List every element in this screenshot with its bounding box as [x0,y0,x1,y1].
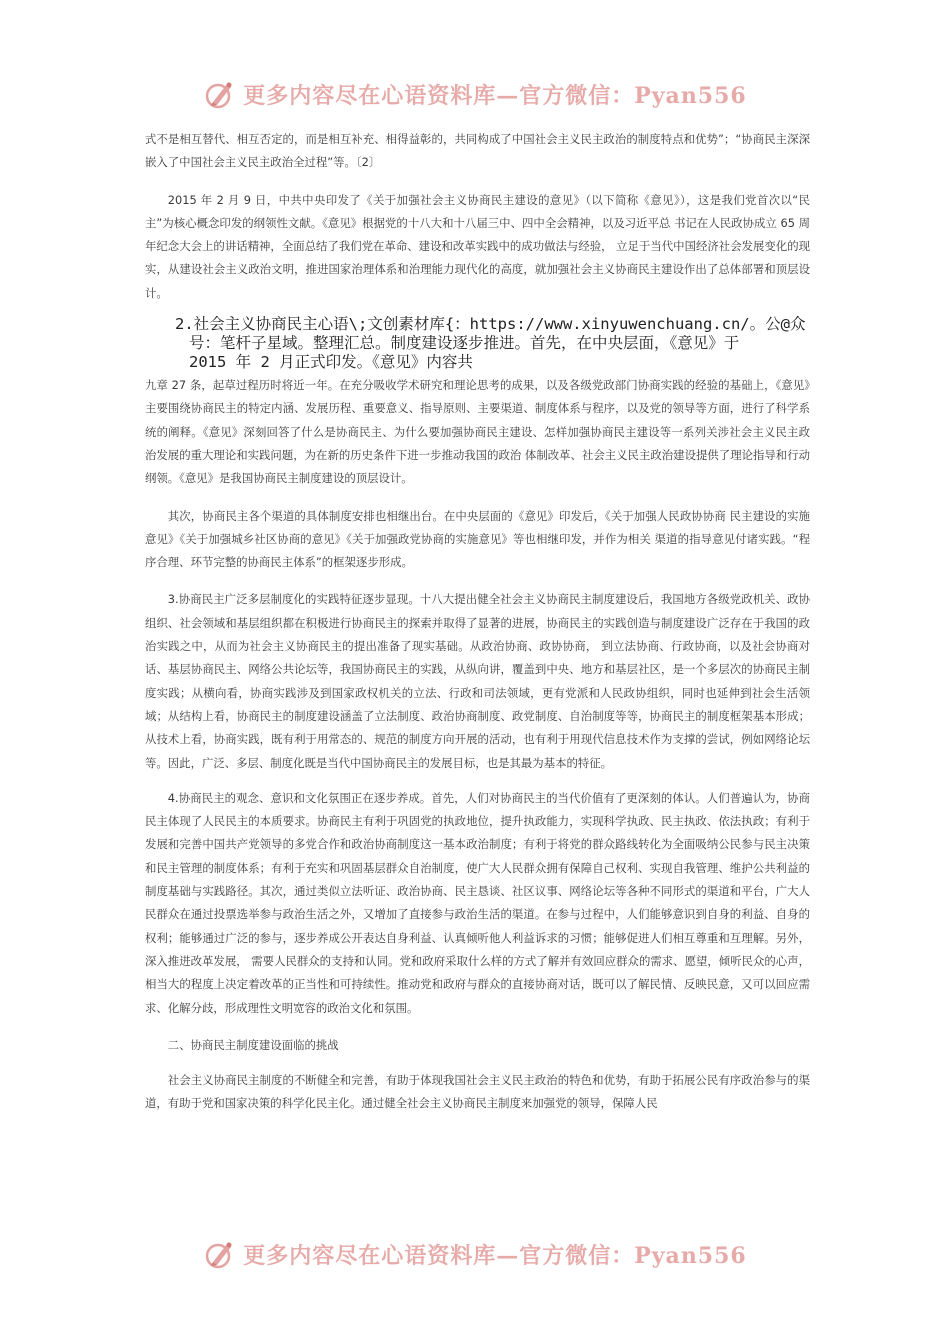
paragraph-2015-opinion: 2015 年 2 月 9 日，中共中央印发了《关于加强社会主义协商民主建设的意见》（以下简称《意见》），这是我们党首次以“民主”为核心概念印发的纲领性文献。《意见》根据党的十八大和十八届三中、四中全会精神，以及习近平总 书记在人民政协成立 65 周年纪念大会上的讲话精神，全面总结了我们党在革命、建设和改革实践中的成功做法与经验， 立足于当代中国经济社会发展变化的现实，从建设社会主义政治文明，推进国家治理体系和治理能力现代化的高度，就加强社会主义协商民主建设作出了总体部署和顶层设计。 [145,192,810,300]
header-banner [0,72,950,116]
large-text-paragraph [175,315,810,372]
banner-text: 更多内容尽在心语资料库—官方微信：Pyan556 [243,1242,747,1269]
paragraph-continued: 式不是相互替代、相互否定的，而是相互补充、相得益彰的，共同构成了中国社会主义民主政治的制度特点和优势”；“协商民主深深嵌入了中国社会主义民主政治全过程”等。〔2〕 [145,132,810,170]
pen-brush-logo-icon [203,1237,237,1271]
pen-brush-logo-icon [203,77,237,111]
document-body [145,128,810,1115]
large-text-line-2: 号：笔杆子星域。整理汇总。制度建设逐步推进。首先，在中央层面，《意见》于 [189,334,740,353]
paragraph-channels: 其次，协商民主各个渠道的具体制度安排也相继出台。在中央层面的《意见》印发后，《关于加强人民政协协商 民主建设的实施意见》《关于加强城乡社区协商的意见》《关于加强政党协商的实施意见》等也相继印发，并作为相关 渠道的指导意见付诸实践。“程序合理、环节完整的协商民主体系”的框架逐步形成。 [145,508,810,570]
footer-banner [0,1232,950,1276]
paragraph-chapters: 九章 27 条，起草过程历时将近一年。在充分吸收学术研究和理论思考的成果，以及各级党政部门协商实践的经验的基础上，《意见》主要围绕协商民主的特定内涵、发展历程、重要意义、指导原则、主要渠道、制度体系与程序，以及党的领导等方面，进行了科学系统的阐释。《意见》深刻回答了什么是协商民主、为什么要加强协商民主建设、怎样加强协商民主建设等一系列关涉社会主义民主政治发展的重大理论和实践问题，为在新的历史条件下进一步推动我国的政治 体制改革、社会主义民主政治建设提供了理论指导和行动纲领。《意见》是我国协商民主制度建设的顶层设计。 [145,378,810,486]
paragraph-point-3: 3.协商民主广泛多层制度化的实践特征逐步显现。十八大提出健全社会主义协商民主制度建设后，我国地方各级党政机关、政协组织、社会领域和基层组织都在积极进行协商民主的探索并取得了显著的进展，协商民主的实践创造与制度建设广泛存在于我国的政治实践之中，从而为社会主义协商民主的提出准备了现实基础。从政治协商、政协协商， 到立法协商、行政协商，以及社会协商对话、基层协商民主、网络公共论坛等，我国协商民主的实践，从纵向讲，覆盖到中央、地方和基层社区，是一个多层次的协商民主制度实践；从横向看，协商实践涉及到国家政权机关的立法、行政和司法领域，更有党派和人民政协组织，同时也延伸到社会生活领域；从结构上看，协商民主的制度建设涵盖了立法制度、政治协商制度、政党制度、自治制度等等，协商民主的制度框架基本形成；从技术上看，协商实践，既有利于用常态的、规范的制度方向开展的活动，也有利于用现代信息技术作为支撑的尝试，例如网络论坛等。因此，广泛、多层、制度化既是当代中国协商民主的发展目标，也是其最为基本的特征。 [145,592,810,770]
large-text-line-3: 2015 年 2 月正式印发。《意见》内容共 [189,353,473,372]
section-heading: 二、协商民主制度建设面临的挑战 [167,1037,339,1052]
large-text-line-1: 2.社会主义协商民主心语\;文创素材库{：https://www.xinyuwenchuang.cn/。公@众 [175,315,806,334]
paragraph-challenges: 社会主义协商民主制度的不断健全和完善，有助于体现我国社会主义民主政治的特色和优势，有助于拓展公民有序政治参与的渠道，有助于党和国家决策的科学化民主化。通过健全社会主义协商民主制度来加强党的领导，保障人民 [145,1072,810,1111]
paragraph-point-4: 4.协商民主的观念、意识和文化氛围正在逐步养成。首先，人们对协商民主的当代价值有了更深刻的体认。人们普遍认为，协商民主体现了人民民主的本质要求。协商民主有利于巩固党的执政地位，提升执政能力，实现科学执政、民主执政、依法执政；有利于发展和完善中国共产党领导的多党合作和政治协商制度这一基本政治制度；有利于将党的群众路线转化为全面吸纳公民参与民主决策和民主管理的制度体系；有利于充实和巩固基层群众自治制度，使广大人民群众拥有保障自己权利、实现自我管理、维护公共利益的制度基础与实践路径。其次，通过类似立法听证、政治协商、民主恳谈、社区议事、网络论坛等各种不同形式的渠道和平台，广大人民群众在通过投票选举参与政治生活之外，又增加了直接参与政治生活的渠道。在参与过程中，人们能够意识到自身的利益、自身的权利；能够通过广泛的参与，逐步养成公开表达自身利益、认真倾听他人利益诉求的习惯；能够促进人们相互尊重和互理解。另外，深入推进改革发展， 需要人民群众的支持和认同。党和政府采取什么样的方式了解并有效回应群众的需求、愿望，倾听民众的心声，相当大的程度上决定着改革的正当性和可持续性。推动党和政府与群众的直接协商对话，既可以了解民情、反映民意，又可以回应需求、化解分歧，形成理性文明宽容的政治文化和氛围。 [145,790,810,1015]
banner-text: 更多内容尽在心语资料库—官方微信：Pyan556 [243,82,747,109]
